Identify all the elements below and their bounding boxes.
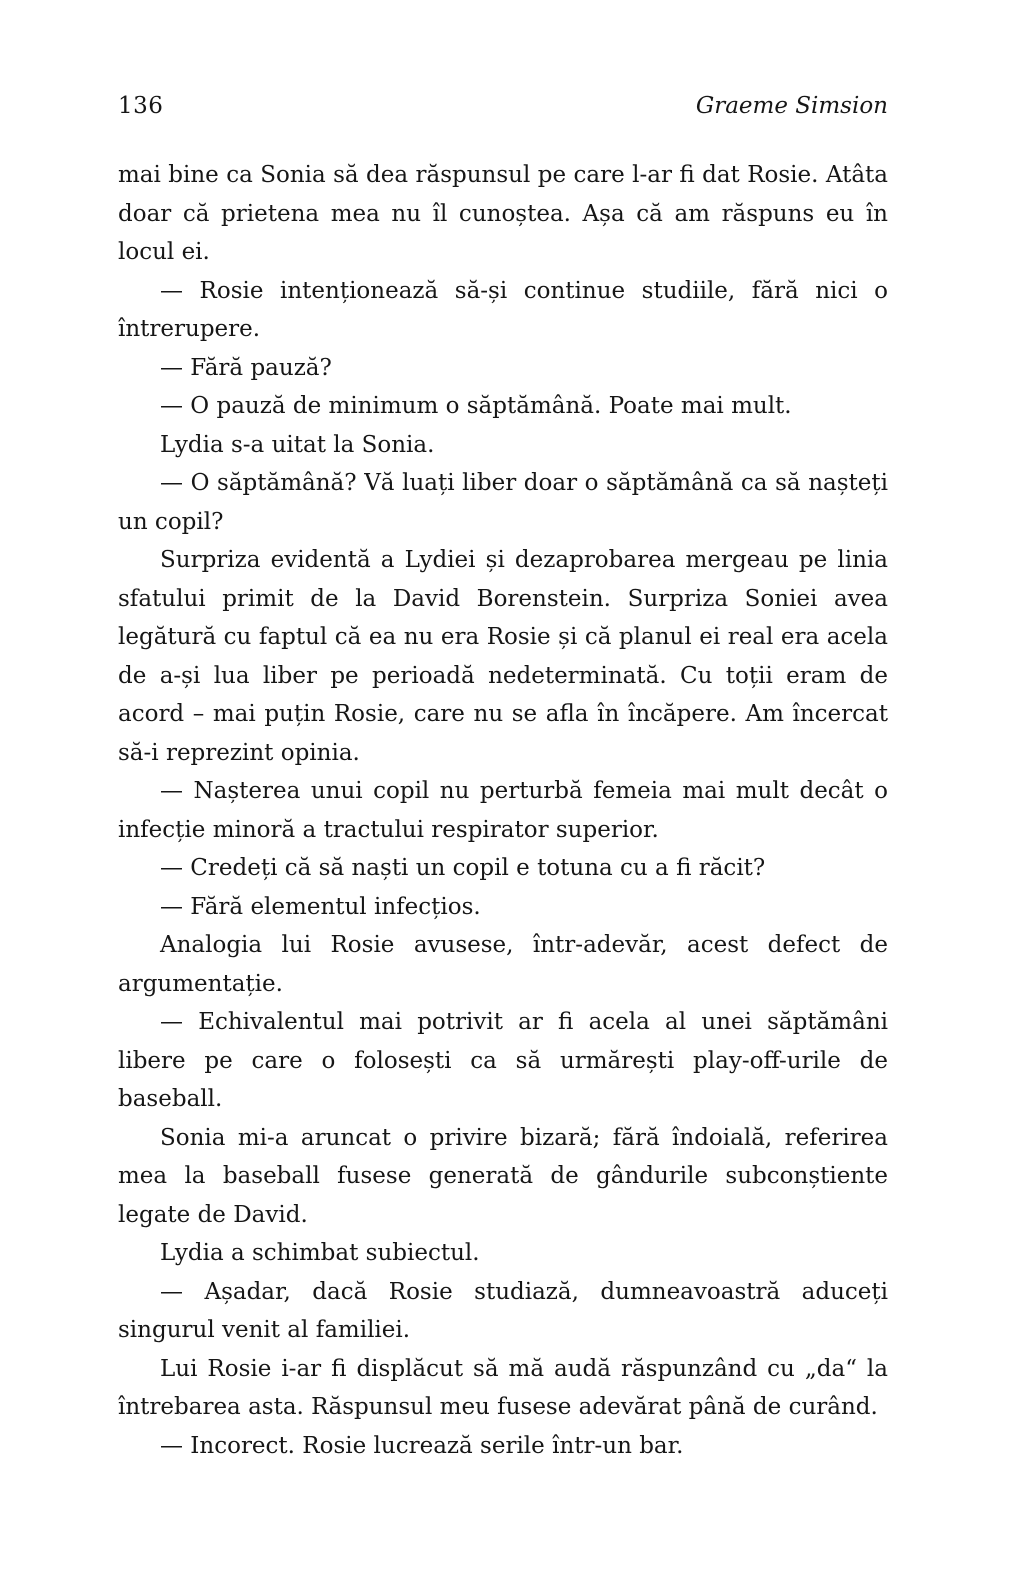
paragraph: Lui Rosie i-ar fi displăcut să mă audă răspunzând cu „da“ la întrebarea asta. Răspunsul meu fusese adevărat până de curând. (118, 1355, 888, 1420)
paragraph: — Echivalentul mai potrivit ar fi acela al unei săptămâni libere pe care o folosești ca să urmărești play-off-urile de baseball. (118, 1009, 888, 1112)
paragraph: — Așadar, dacă Rosie studiază, dumneavoastră aduceți singurul venit al familiei. (118, 1278, 888, 1343)
paragraph: Surpriza evidentă a Lydiei și dezaprobarea mergeau pe linia sfatului primit de la David Borenstein. Surpriza Soniei avea legătură cu faptul că ea nu era Rosie și că planul ei real era acela de a-și lua liber pe perioadă nedeterminată. Cu toții eram de acord – mai puțin Rosie, care nu se afla în încăpere. Am încercat să-i reprezint opinia. (118, 547, 888, 766)
paragraph: — Credeți că să naști un copil e totuna cu a fi răcit? (160, 855, 766, 881)
paragraph: Analogia lui Rosie avusese, într-adevăr, acest defect de argumentație. (118, 932, 888, 997)
paragraph: Lydia s-a uitat la Sonia. (160, 431, 435, 458)
paragraph: — Nașterea unui copil nu perturbă femeia mai mult decât o infecție minoră a tractului respirator superior. (118, 778, 888, 843)
paragraph: — O pauză de minimum o săptămână. Poate mai mult. (160, 393, 792, 419)
paragraph: — O săptămână? Vă luați liber doar o săptămână ca să nașteți un copil? (118, 470, 888, 535)
paragraph: — Rosie intenționează să-și continue studiile, fără nici o întrerupere. (118, 277, 888, 342)
paragraph: mai bine ca Sonia să dea răspunsul pe care l-ar fi dat Rosie. Atâta doar că prietena mea nu îl cunoștea. Așa că am răspuns eu în locul ei. (118, 162, 888, 265)
page-number: 136 (118, 93, 164, 119)
page-header (118, 92, 888, 120)
paragraph: — Fără pauză? (160, 354, 332, 381)
paragraph: Lydia a schimbat subiectul. (160, 1240, 480, 1266)
paragraph: — Fără elementul infecțios. (160, 893, 481, 920)
running-head-author: Graeme Simsion (695, 93, 888, 119)
paragraph: — Incorect. Rosie lucrează serile într-un bar. (160, 1432, 684, 1459)
paragraph: Sonia mi-a aruncat o privire bizară; fără îndoială, referirea mea la baseball fusese generată de gândurile subconștiente legate de David. (118, 1124, 888, 1228)
body-text (118, 156, 888, 1465)
